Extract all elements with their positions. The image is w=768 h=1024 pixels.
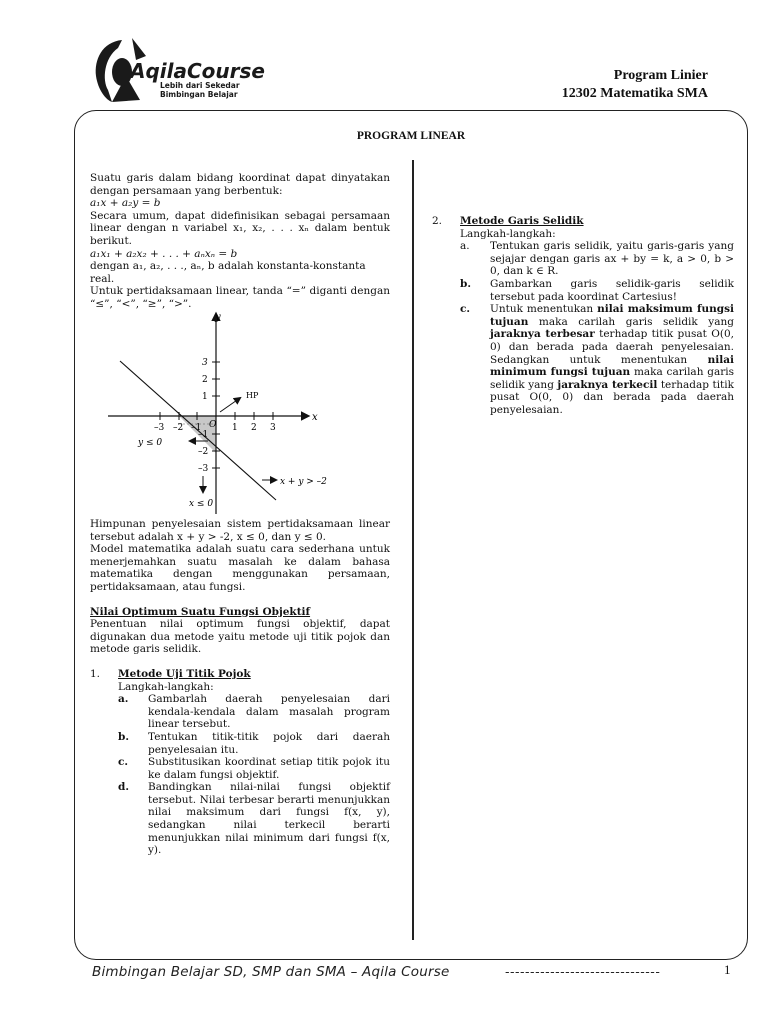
equation-2: a₁x₁ + a₂x₂ + . . . + aₙxₙ = b <box>90 247 238 260</box>
method-1-heading <box>90 668 390 681</box>
section-heading: Nilai Optimum Suatu Fungsi Objektif <box>90 605 311 618</box>
list-item-label: c. <box>460 303 471 316</box>
list-item-label: a. <box>460 240 470 253</box>
list-item-label: b. <box>118 730 129 743</box>
method-2-steps <box>432 240 734 416</box>
x-tick-3: 3 <box>270 423 276 433</box>
footer-dashes: ------------------------------- <box>505 964 661 979</box>
intro-paragraph-2: Secara umum, dapat didefinisikan sebagai persamaan linear dengan n variabel x₁, x₂, . . . xₙ dalam bentuk berikut. <box>90 209 390 247</box>
list-item-text: Gambarlah daerah penyelesaian dari kendala-kendala dalam masalah program linear tersebut. <box>148 693 390 731</box>
step-c-bold-1: nilai maksimum fungsi tujuan <box>490 303 734 328</box>
x-le0-label: x ≤ 0 <box>189 499 214 509</box>
list-item-text: Tentukan titik-titik pojok dari daerah penyelesaian itu. <box>148 730 390 756</box>
method-2-title: Metode Garis Selidik <box>460 215 584 227</box>
solution-set-paragraph: Himpunan penyelesaian sistem pertidaksamaan linear tersebut adalah x + y > -2, x ≤ 0, dan y ≤ 0. <box>90 518 390 543</box>
method-2-number: 2. <box>432 215 443 227</box>
list-item-text: Bandingkan nilai-nilai fungsi objektif tersebut. Nilai terbesar berarti menunjukkan nilai maksimum dari fungsi f(x, y), sedangkan nilai terkecil berarti menunjukkan nilai minimum dari fungsi f(x, y). <box>148 781 390 857</box>
list-item <box>118 731 390 756</box>
x-tick-neg3: –3 <box>154 423 165 433</box>
y-tick-2: 2 <box>202 375 208 385</box>
method-1-subtitle: Langkah-langkah: <box>118 680 214 693</box>
intro-paragraph-4: Untuk pertidaksamaan linear, tanda “=” diganti dengan “≤”, “<”, “≥”, “>”. <box>90 285 390 310</box>
footer-text: Bimbingan Belajar SD, SMP dan SMA – Aqila Course <box>92 964 450 980</box>
x-tick-1: 1 <box>232 423 238 433</box>
list-item <box>118 693 390 731</box>
aqila-course-logo <box>92 36 265 104</box>
method-2-subtitle: Langkah-langkah: <box>460 227 556 240</box>
list-item-text: Gambarkan garis selidik-garis selidik tersebut pada koordinat Cartesius! <box>490 277 734 303</box>
method-1-title: Metode Uji Titik Pojok <box>118 667 251 680</box>
method-1-number: 1. <box>90 667 101 680</box>
column-divider <box>412 160 414 940</box>
page-number: 1 <box>724 962 731 977</box>
logo-tagline-1: Lebih dari Sekedar <box>160 81 240 90</box>
y-le0-label: y ≤ 0 <box>138 438 163 448</box>
y-tick-neg3: –3 <box>198 464 209 474</box>
left-column-intro <box>90 172 390 311</box>
y-tick-1: 1 <box>202 392 208 402</box>
list-item <box>460 240 734 278</box>
y-axis-label: y <box>215 312 221 323</box>
intro-paragraph-1: Suatu garis dalam bidang koordinat dapat dinyatakan dengan persamaan yang berbentuk: <box>90 172 390 197</box>
step-c-text-4: maka carilah garis selidik yang <box>490 366 734 391</box>
inequality-graph <box>90 306 390 514</box>
step-c-bold-2: jaraknya terbesar <box>490 328 595 341</box>
y-tick-neg2: –2 <box>198 447 209 457</box>
logo-tagline-2: Bimbingan Belajar <box>160 90 238 99</box>
page-title: PROGRAM LINEAR <box>356 130 466 142</box>
header-subject: Program Linier <box>613 68 708 83</box>
header-course-code: 12302 Matematika SMA <box>561 86 708 101</box>
step-c-text-1: Untuk menentukan <box>490 303 598 316</box>
step-c-text-5: terhadap titik pusat O(0, 0) dan berada pada daerah penyelesaian. <box>490 378 734 416</box>
step-c-text-2: maka carilah garis selidik yang <box>528 315 734 328</box>
right-column <box>432 215 734 417</box>
y-tick-3: 3 <box>202 358 208 368</box>
list-item-label: d. <box>118 781 129 794</box>
left-column-body <box>90 518 390 857</box>
y-tick-neg1: –1 <box>198 430 209 440</box>
equation-1: a₁x + a₂y = b <box>90 197 161 210</box>
origin-label: O <box>209 420 217 430</box>
intro-paragraph-3: dengan a₁, a₂, . . ., aₙ, b adalah konstanta-konstanta real. <box>90 260 366 285</box>
list-item-text: Tentukan garis selidik, yaitu garis-garis yang sejajar dengan garis ax + by = k, a > 0, b > 0, dan k ∈ R. <box>490 240 734 278</box>
optimum-paragraph: Penentuan nilai optimum fungsi objektif, dapat digunakan dua metode yaitu metode uji titik pojok dan metode garis selidik. <box>90 618 390 656</box>
list-item <box>460 278 734 303</box>
list-item-text: Substitusikan koordinat setiap titik pojok itu ke dalam fungsi objektif. <box>148 756 390 781</box>
line-inequality-label: x + y > –2 <box>280 477 327 487</box>
x-tick-neg1: –1 <box>191 423 202 433</box>
list-item <box>118 781 390 857</box>
hp-arrow <box>220 398 240 412</box>
list-item-label: b. <box>460 277 471 290</box>
model-paragraph: Model matematika adalah suatu cara sederhana untuk menerjemahkan suatu masalah ke dalam bahasa matematika dengan menggunakan persamaan, pertidaksamaan, atau fungsi. <box>90 543 390 593</box>
list-item <box>118 756 390 781</box>
step-c-bold-3: nilai minimum fungsi tujuan <box>490 353 734 379</box>
list-item-label: c. <box>118 756 129 769</box>
x-axis-label: x <box>312 412 318 423</box>
list-item <box>460 303 734 416</box>
list-item-text <box>490 303 734 416</box>
step-c-text-3: terhadap titik pusat O(0, 0) dan berada pada daerah penyelesaian. Sedangkan untuk menentukan <box>490 328 734 366</box>
list-item-label: a. <box>118 693 129 706</box>
method-1-steps <box>90 693 390 857</box>
x-tick-2: 2 <box>251 423 257 433</box>
step-c-bold-4: jaraknya terkecil <box>557 378 658 391</box>
x-tick-neg2: –2 <box>173 423 184 433</box>
method-2-heading <box>432 215 734 228</box>
logo-wordmark: AqilaCourse <box>130 59 265 83</box>
hp-label: HP <box>246 391 259 400</box>
